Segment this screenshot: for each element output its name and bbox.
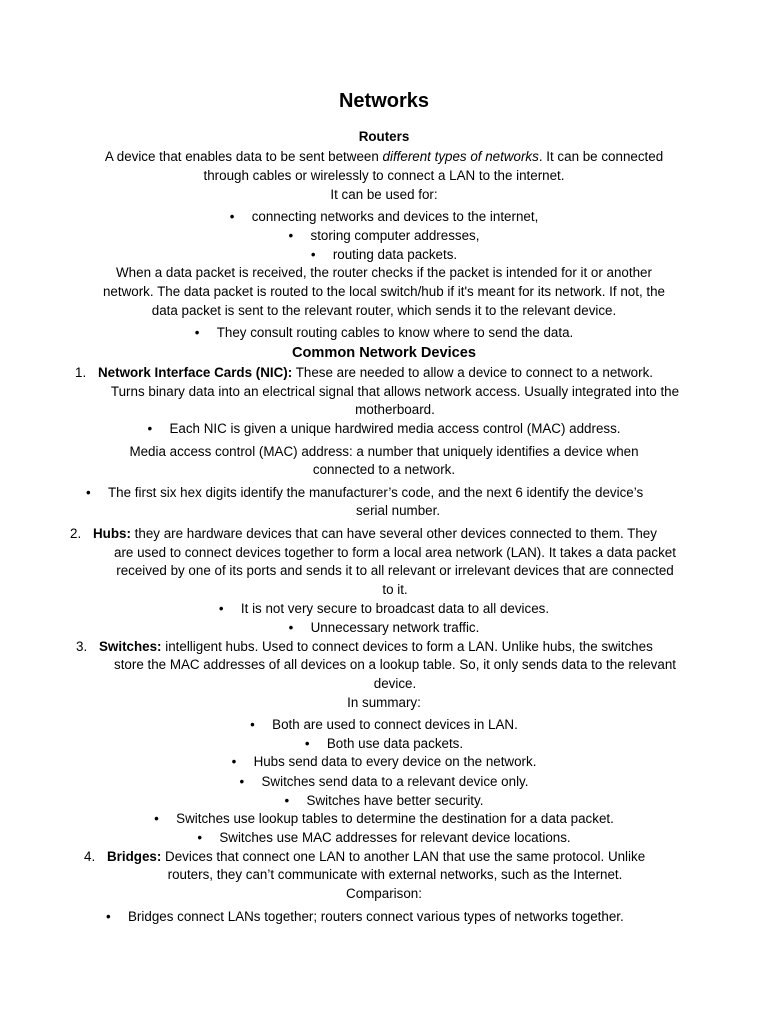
list-item: • Switches use lookup tables to determine the destination for a data packet. [0, 810, 768, 829]
list-item: • Switches use MAC addresses for relevant device locations. [0, 829, 768, 848]
comparison-label: Comparison: [346, 886, 422, 901]
bullet-icon: • [218, 601, 224, 616]
list-item: • Hubs send data to every device on the network. [0, 753, 768, 772]
packet-text-line2: network. The data packet is routed to the local switch/hub if it's meant for its network. If not, the [102, 284, 666, 299]
nic-label: Network Interface Cards (NIC): [98, 365, 293, 380]
list-item: • Switches have better security. [0, 792, 768, 811]
devices-heading: Common Network Devices [291, 345, 477, 361]
item-number: 3. [76, 639, 88, 654]
intro-text: A device that enables data to be sent between [104, 149, 383, 164]
switches-line1: Switches: intelligent hubs. Used to connect devices to form a LAN. Unlike hubs, the switches [99, 639, 653, 654]
bridges-line1: Bridges: Devices that connect one LAN to another LAN that use the same protocol. Unlike [107, 849, 646, 864]
hubs-label: Hubs: [93, 526, 131, 541]
page-title: Networks [338, 90, 430, 112]
bullet-icon: • [194, 325, 200, 340]
bullet-icon: • [86, 485, 91, 500]
bullet-icon: • [239, 774, 245, 789]
packet-text-line1: When a data packet is received, the router checks if the packet is intended for it or another [116, 265, 652, 280]
bullet-icon: • [310, 247, 316, 262]
intro-italic: different types of networks [382, 149, 539, 164]
bullet-icon: • [197, 830, 203, 845]
list-item: • Unnecessary network traffic. [0, 619, 768, 638]
hubs-line1: Hubs: they are hardware devices that can have several other devices connected to them. They [93, 526, 657, 541]
routers-intro-line1 [0, 148, 768, 167]
bullet-icon: • [231, 754, 237, 769]
bridges-line2: routers, they can’t communicate with external networks, such as the Internet. [167, 867, 623, 882]
list-item: • Switches send data to a relevant device only. [0, 773, 768, 792]
list-item: • It is not very secure to broadcast data to all devices. [0, 600, 768, 619]
list-item: • They consult routing cables to know where to send the data. [0, 324, 768, 343]
routers-intro-line2: through cables or wirelessly to connect a LAN to the internet. [203, 168, 565, 183]
hubs-line2: are used to connect devices together to form a local area network (LAN). It takes a data packet [114, 545, 676, 560]
hubs-line4: to it. [382, 582, 408, 597]
bullet-icon: • [229, 209, 235, 224]
hubs-line3: received by one of its ports and sends it to all relevant or irrelevant devices that are connected [116, 563, 674, 578]
intro-text-after: . It can be connected [538, 149, 664, 164]
switches-line2: store the MAC addresses of all devices on a lookup table. So, it only sends data to the relevant [114, 657, 676, 672]
list-item: • Both use data packets. [0, 735, 768, 754]
switches-label: Switches: [99, 639, 162, 654]
list-item: • connecting networks and devices to the internet, [0, 208, 768, 227]
routers-used-for: It can be used for: [330, 187, 438, 202]
mac-definition-line1: Media access control (MAC) address: a number that uniquely identifies a device when [129, 444, 639, 459]
list-item: • Both are used to connect devices in LAN. [0, 716, 768, 735]
nic-bullet2-line2: serial number. [355, 503, 441, 518]
list-item: • storing computer addresses, [0, 227, 768, 246]
nic-line3: motherboard. [355, 402, 435, 417]
nic-line1: Network Interface Cards (NIC): These are needed to allow a device to connect to a network. [98, 365, 654, 380]
bullet-icon: • [147, 421, 153, 436]
nic-line2: Turns binary data into an electrical signal that allows network access. Usually integrated into the [110, 384, 680, 399]
bullet-icon: • [304, 736, 310, 751]
bullet-icon: • [288, 228, 294, 243]
bullet-icon: • [250, 717, 255, 732]
item-number: 1. [75, 365, 87, 380]
bullet-icon: • [106, 909, 111, 924]
routers-heading: Routers [358, 129, 410, 144]
item-number: 4. [84, 849, 96, 864]
list-item: • routing data packets. [0, 246, 768, 265]
list-item: • The first six hex digits identify the manufacturer’s code, and the next 6 identify the device’s [86, 484, 643, 503]
item-number: 2. [70, 526, 82, 541]
bridges-label: Bridges: [107, 849, 162, 864]
list-item: • Bridges connect LANs together; routers connect various types of networks together. [106, 908, 624, 927]
packet-text-line3: data packet is sent to the relevant router, which sends it to the relevant device. [151, 303, 617, 318]
mac-definition-line2: connected to a network. [312, 462, 456, 477]
list-item: • Each NIC is given a unique hardwired media access control (MAC) address. [0, 420, 768, 439]
switches-line3: device. [373, 676, 417, 691]
bullet-icon: • [154, 811, 159, 826]
summary-label: In summary: [347, 695, 421, 710]
bullet-icon: • [284, 793, 290, 808]
bullet-icon: • [288, 620, 294, 635]
